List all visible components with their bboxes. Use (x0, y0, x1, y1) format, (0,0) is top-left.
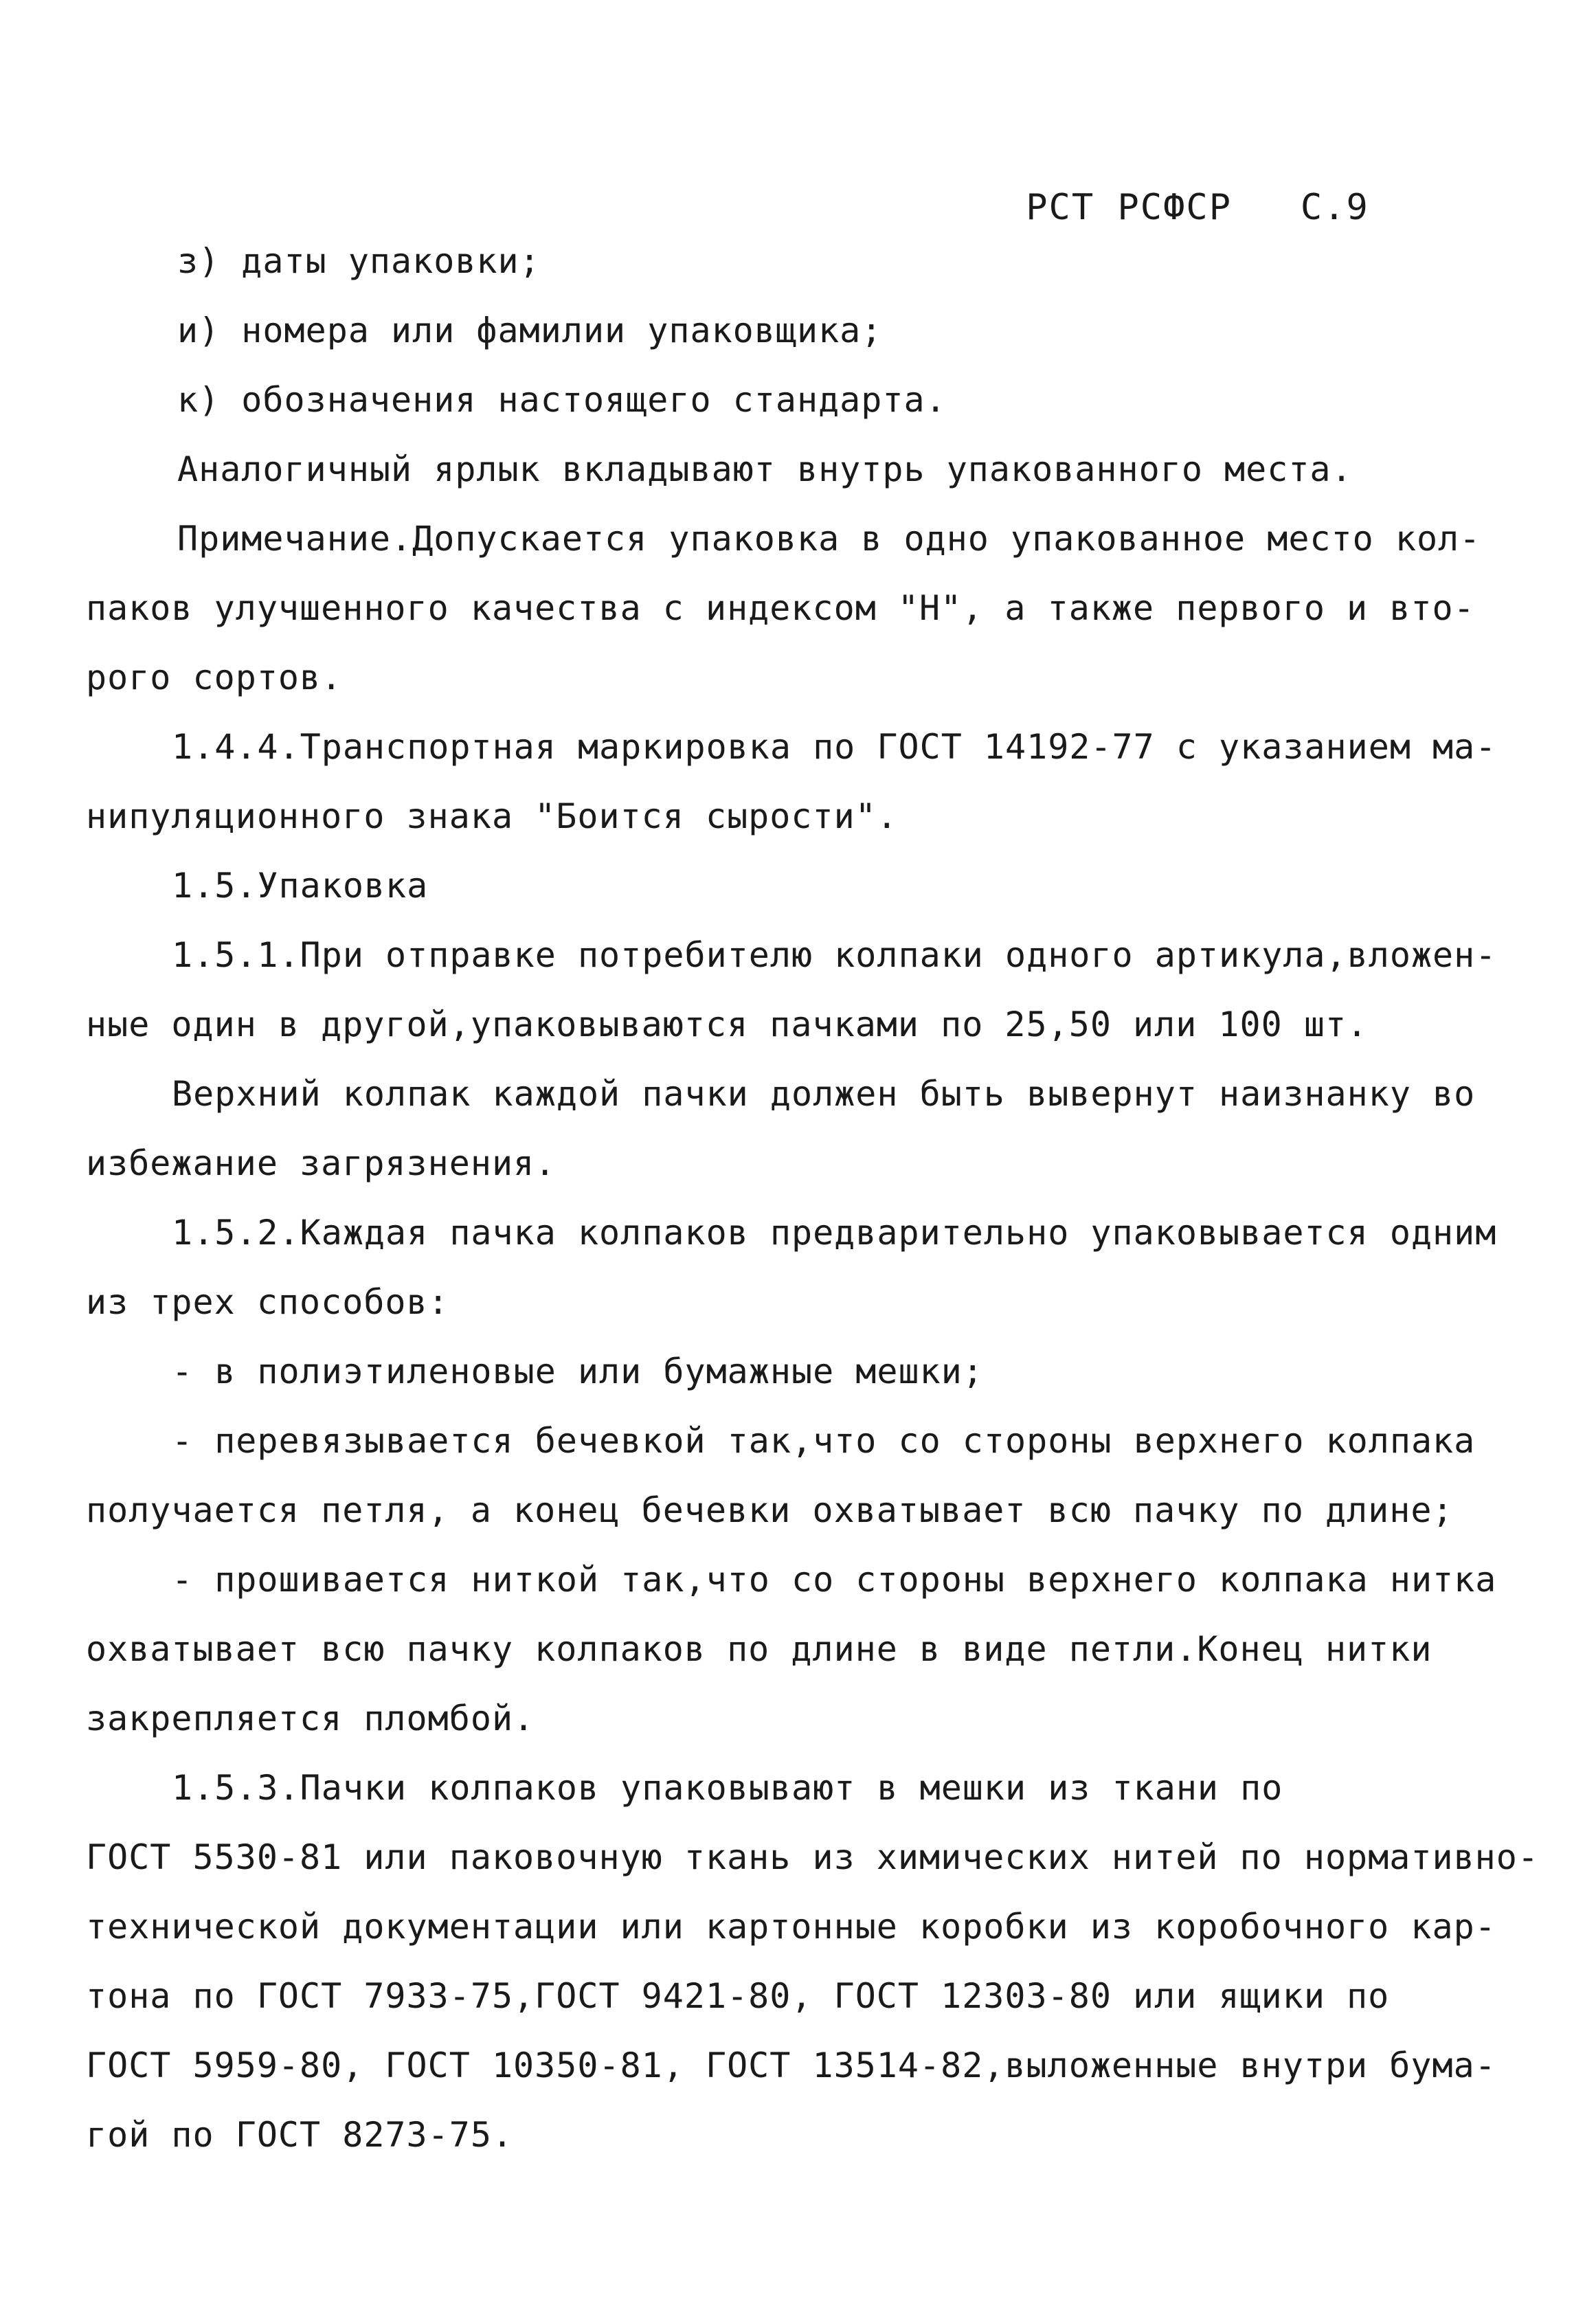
text-line: з) даты упаковки; (177, 241, 541, 281)
text-line: рого сортов. (86, 658, 343, 697)
text-line: ные один в другой,упаковываются пачками по 25,50 или 100 шт. (86, 1005, 1369, 1044)
page-number: С.9 (1300, 187, 1369, 228)
text-line: 1.4.4.Транспортная маркировка по ГОСТ 14192-77 с указанием ма- (172, 727, 1497, 767)
text-line: паков улучшенного качества с индексом "Н", а также первого и вто- (86, 588, 1475, 628)
text-line: и) номера или фамилии упаковщика; (177, 311, 883, 350)
text-line: получается петля, а конец бечевки охватывает всю пачку по длине; (86, 1490, 1454, 1530)
text-line: - прошивается ниткой так,что со стороны верхнего колпака нитка (172, 1560, 1497, 1600)
text-line: технической документации или картонные коробки из коробочного кар- (86, 1907, 1496, 1947)
text-line: из трех способов: (86, 1282, 449, 1322)
text-line: охватывает всю пачку колпаков по длине в виде петли.Конец нитки (86, 1629, 1432, 1669)
text-line: 1.5.3.Пачки колпаков упаковывают в мешки из ткани по (172, 1768, 1283, 1808)
text-line: Аналогичный ярлык вкладывают внутрь упакованного места. (177, 449, 1353, 489)
text-line: - в полиэтиленовые или бумажные мешки; (172, 1352, 984, 1391)
text-line: Верхний колпак каждой пачки должен быть вывернут наизнанку во (172, 1074, 1476, 1114)
section-heading: 1.5.Упаковка (172, 866, 429, 906)
text-line: ГОСТ 5530-81 или паковочную ткань из химических нитей по нормативно- (86, 1837, 1539, 1877)
text-line: закрепляется пломбой. (86, 1699, 535, 1738)
text-line: Примечание.Допускается упаковка в одно упакованное место кол- (177, 519, 1481, 559)
page-header (934, 146, 1369, 269)
text-line: 1.5.1.При отправке потребителю колпаки одного артикула,вложен- (172, 935, 1497, 975)
text-line: к) обозначения настоящего стандарта. (177, 380, 947, 420)
text-line: избежание загрязнения. (86, 1143, 557, 1183)
standard-code: РСТ РСФСР (1026, 187, 1232, 228)
text-line: гой по ГОСТ 8273-75. (86, 2115, 514, 2155)
text-line: нипуляционного знака "Боится сырости". (86, 796, 898, 836)
text-line: 1.5.2.Каждая пачка колпаков предварительно упаковывается одним (172, 1213, 1497, 1253)
text-line: ГОСТ 5959-80, ГОСТ 10350-81, ГОСТ 13514-82,выложенные внутри бума- (86, 2046, 1496, 2085)
text-line: тона по ГОСТ 7933-75,ГОСТ 9421-80, ГОСТ 12303-80 или ящики по (86, 1976, 1390, 2016)
text-line: - перевязывается бечевкой так,что со стороны верхнего колпака (172, 1421, 1476, 1461)
